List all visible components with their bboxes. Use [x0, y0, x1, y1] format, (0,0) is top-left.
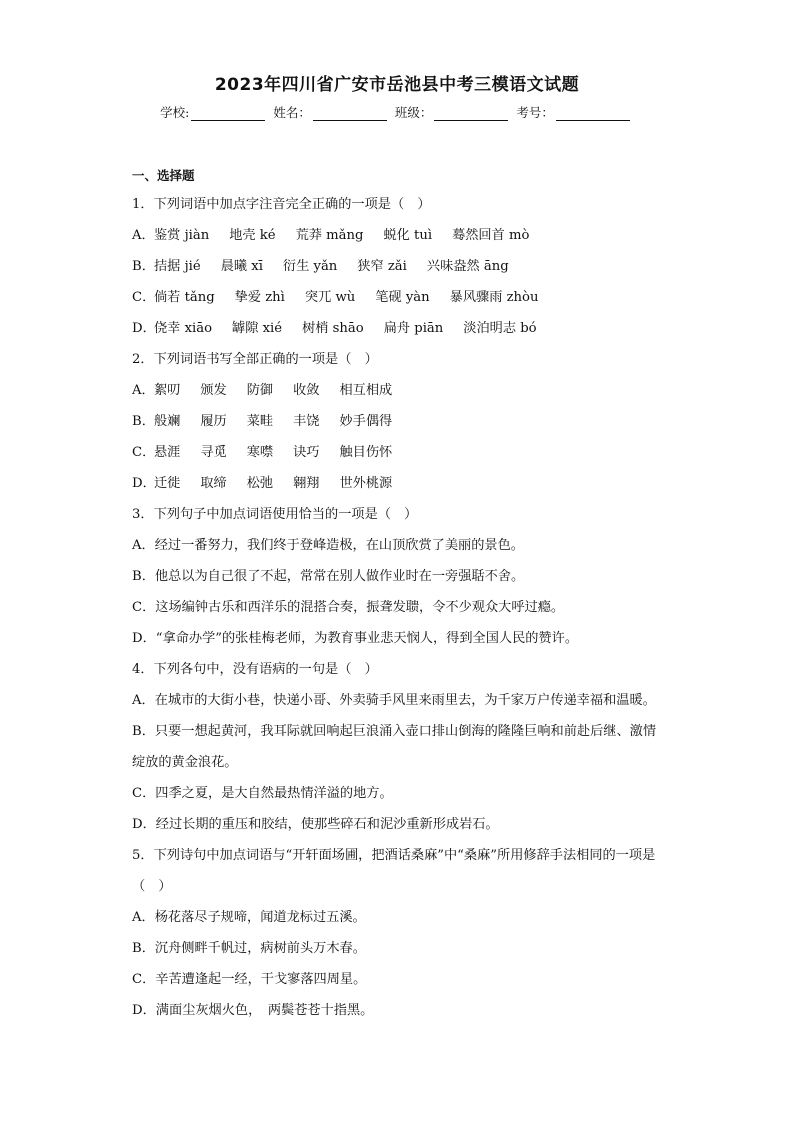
option-letter: B． — [132, 569, 155, 584]
student-info-line — [0, 103, 794, 121]
option-text: “拿命办学”的张桂梅老师，为教育事业悲天悯人，得到全国人民的赞许。 — [155, 631, 579, 646]
option-line — [132, 530, 667, 561]
question-body — [132, 189, 667, 1026]
fill-blank — [434, 106, 508, 121]
option-text: 他总以为自己很了不起，常常在别人做作业时在一旁强聒不舍。 — [154, 569, 525, 584]
info-field-exam-number — [516, 103, 634, 121]
option-item: 丰饶 — [293, 414, 320, 429]
option-item: 拮据 jié — [154, 259, 201, 274]
option-line — [132, 716, 667, 778]
option-letter: D． — [132, 321, 156, 336]
option-letter: D． — [132, 631, 156, 646]
option-item: 蓦然回首 mò — [452, 228, 530, 243]
option-letter: C． — [132, 290, 156, 305]
option-text: 只要一想起黄河，我耳际就回响起巨浪涌入壶口排山倒海的隆隆巨响和前赴后继、激情绽放的黄金浪花。 — [132, 724, 657, 770]
option-item: 荒莽 mǎng — [295, 228, 364, 243]
option-letter: A． — [132, 693, 155, 708]
option-item: 翱翔 — [293, 476, 320, 491]
info-label: 姓名： — [273, 105, 311, 120]
fill-blank — [313, 106, 387, 121]
option-line — [132, 561, 667, 592]
option-item: 鉴赏 jiàn — [154, 228, 210, 243]
question-stem: 3．下列句子中加点词语使用恰当的一项是（ ） — [132, 507, 418, 522]
fill-blank — [191, 106, 265, 121]
option-item: 履历 — [200, 414, 227, 429]
option-item: 晨曦 xī — [220, 259, 263, 274]
option-item: 般斓 — [154, 414, 181, 429]
option-item: 松弛 — [246, 476, 274, 491]
option-letter: B． — [132, 259, 155, 274]
option-letter: D． — [132, 817, 156, 832]
option-item: 收敛 — [293, 383, 320, 398]
option-letter: A． — [132, 910, 155, 925]
option-line — [132, 809, 667, 840]
option-letter: A． — [132, 383, 155, 398]
option-item: 絮叨 — [154, 383, 181, 398]
option-line — [132, 778, 667, 809]
option-text: 满面尘灰烟火色， 两鬓苍苍十指黑。 — [155, 1003, 374, 1018]
option-item: 诀巧 — [293, 445, 320, 460]
option-item: 突兀 wù — [304, 290, 356, 305]
option-item: 狭窄 zǎi — [357, 259, 407, 274]
option-letter: C． — [132, 600, 156, 615]
option-line — [132, 685, 667, 716]
option-line — [132, 995, 667, 1026]
option-item: 挚爱 zhì — [234, 290, 285, 305]
option-item: 衍生 yǎn — [282, 259, 338, 274]
option-item: 罅隙 xié — [232, 321, 283, 336]
option-text: 经过一番努力，我们终于登峰造极，在山顶欣赏了美丽的景色。 — [154, 538, 524, 553]
option-text: 沉舟侧畔千帆过，病树前头万木春。 — [154, 941, 366, 956]
page-title: 2023年四川省广安市岳池县中考三模语文试题 — [214, 75, 580, 95]
option-line — [132, 375, 667, 406]
option-letter: A． — [132, 538, 155, 553]
option-line — [132, 964, 667, 995]
option-line — [132, 437, 667, 468]
option-line — [132, 933, 667, 964]
question-stem: 4．下列各句中，没有语病的一句是（ ） — [132, 662, 378, 677]
option-item: 取缔 — [200, 476, 227, 491]
option-item: 迁徙 — [154, 476, 181, 491]
option-letter: C． — [132, 445, 156, 460]
option-line — [132, 220, 667, 251]
option-item: 蜕化 tuì — [383, 228, 433, 243]
info-field-school — [160, 103, 269, 121]
option-item: 世外桃源 — [339, 476, 393, 491]
info-field-class — [395, 103, 513, 121]
question-stem: 1．下列词语中加点字注音完全正确的一项是（ ） — [132, 197, 431, 212]
option-line — [132, 902, 667, 933]
option-item: 悬涯 — [154, 445, 181, 460]
section-heading: 一、选择题 — [132, 168, 195, 183]
option-letter: C． — [132, 786, 156, 801]
option-item: 寻觅 — [200, 445, 227, 460]
option-line — [132, 468, 667, 499]
option-item: 淡泊明志 bó — [463, 321, 537, 336]
option-text: 在城市的大街小巷，快递小哥、外卖骑手风里来雨里去，为千家万户传递幸福和温暖。 — [154, 693, 656, 708]
option-text: 杨花落尽子规啼，闻道龙标过五溪。 — [154, 910, 366, 925]
option-line — [132, 623, 667, 654]
option-letter: B． — [132, 724, 155, 739]
option-item: 防御 — [246, 383, 274, 398]
option-line — [132, 592, 667, 623]
option-line — [132, 251, 667, 282]
option-line — [132, 282, 667, 313]
option-letter: B． — [132, 941, 155, 956]
option-text: 这场编钟古乐和西洋乐的混搭合奏，振聋发聩，令不少观众大呼过瘾。 — [155, 600, 565, 615]
option-item: 兴味盎然 āng — [426, 259, 509, 274]
option-item: 树梢 shāo — [302, 321, 364, 336]
option-item: 菜畦 — [246, 414, 274, 429]
option-letter: C． — [132, 972, 156, 987]
option-text: 四季之夏，是大自然最热情洋溢的地方。 — [155, 786, 393, 801]
info-field-name — [273, 103, 391, 121]
option-item: 倘若 tǎng — [154, 290, 215, 305]
option-item: 地壳 ké — [229, 228, 276, 243]
option-item: 触目伤怀 — [339, 445, 393, 460]
question-stem: 2．下列词语书写全部正确的一项是（ ） — [132, 352, 378, 367]
option-item: 侥幸 xiāo — [154, 321, 213, 336]
fill-blank — [556, 106, 630, 121]
option-line — [132, 313, 667, 344]
option-letter: B． — [132, 414, 155, 429]
option-letter: A． — [132, 228, 155, 243]
info-label: 班级： — [394, 105, 433, 120]
option-item: 颁发 — [200, 383, 227, 398]
option-item: 妙手偶得 — [339, 414, 393, 429]
info-label: 考号： — [516, 105, 554, 120]
option-text: 辛苦遭逢起一经，干戈寥落四周星。 — [155, 972, 367, 987]
option-item: 笔砚 yàn — [375, 290, 430, 305]
option-letter: D． — [132, 476, 156, 491]
info-label: 学校: — [160, 105, 190, 120]
option-item: 暴风骤雨 zhòu — [449, 290, 539, 305]
option-line — [132, 406, 667, 437]
option-text: 经过长期的重压和胶结，使那些碎石和泥沙重新形成岩石。 — [155, 817, 499, 832]
question-stem: 5．下列诗句中加点词语与“开轩面场圃，把酒话桑麻”中“桑麻”所用修辞手法相同的一项是（ ） — [132, 848, 656, 894]
option-item: 相互相成 — [339, 383, 393, 398]
option-letter: D． — [132, 1003, 156, 1018]
option-item: 寒噤 — [246, 445, 274, 460]
option-item: 扁舟 piān — [383, 321, 444, 336]
